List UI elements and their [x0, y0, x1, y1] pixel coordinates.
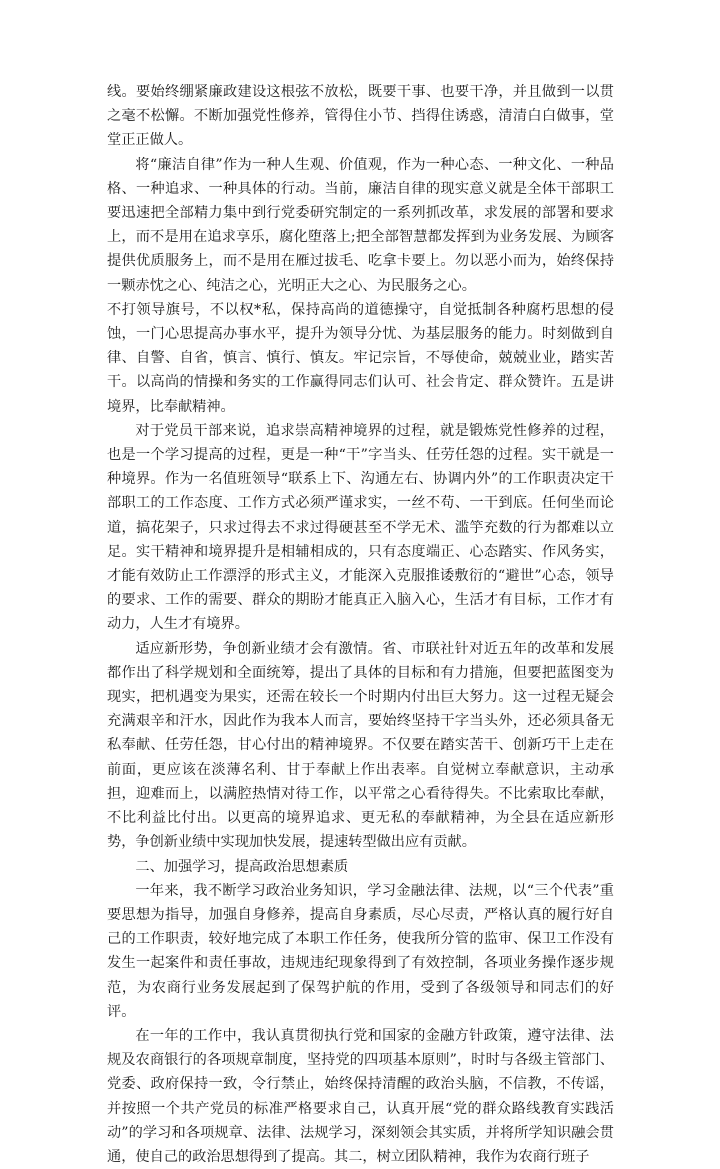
paragraph-new-situation: 适应新形势，争创新业绩才会有激情。省、市联社针对近五年的改革和发展都作出了科学规划和全面统筹，提出了具体的目标和有力措施，但要把蓝图变为现实，把机遇变为果实，还需在较长一个时期内付出巨大努力。这一过程无疑会充满艰辛和汗水，因此作为我本人而言，要始终坚持干字当头外，还必须具备无私奉献、任劳任怨，甘心付出的精神境界。不仅要在踏实苦干、创新巧干上走在前面，更应该在淡薄名利、甘于奉献上作出表率。自觉树立奉献意识，主动承担，迎难而上，以满腔热情对待工作，以平常之心看待得失。不比索取比奉献，不比利益比付出。以更高的境界追求、更无私的奉献精神，为全县在适应新形势，争创新业绩中实现加快发展，提速转型做出应有贡献。 [107, 640, 614, 851]
paragraph-self-discipline: 将“廉洁自律”作为一种人生观、价值观，作为一种心态、一种文化、一种品格、一种追求、一种具体的行动。当前，廉洁自律的现实意义就是全体干部职工要迅速把全部精力集中到行党委研究制定的一系列抓改革，求发展的部署和要求上，而不是用在追求享乐，腐化堕落上;把全部智慧都发挥到为业务发展、为顾客提供优质服务上，而不是用在雁过拔毛、吃拿卡要上。勿以恶小而为，始终保持一颗赤忱之心、纯洁之心，光明正大之心、为民服务之心。 [107, 156, 614, 294]
paragraph-study-year: 一年来，我不断学习政治业务知识，学习金融法律、法规，以“三个代表”重要思想为指导，加强自身修养，提高自身素质，尽心尽责，严格认真的履行好自己的工作职责，较好地完成了本职工作任务，使我所分管的监审、保卫工作没有发生一起案件和责任事故，违规违纪现象得到了有效控制，各项业务操作逐步规范，为农商行业务发展起到了保驾护航的作用，受到了各级领导和同志们的好评。 [107, 882, 614, 1020]
paragraph-integrity-intro: 线。要始终绷紧廉政建设这根弦不放松，既要干事、也要干净，并且做到一以贯之毫不松懈。不断加强党性修养，管得住小节、挡得住诱惑，清清白白做事，堂堂正正做人。 [107, 84, 614, 149]
section-heading-study: 二、加强学习，提高政治思想素质 [135, 858, 349, 875]
paragraph-spiritual-realm: 对于党员干部来说，追求崇高精神境界的过程，就是锻炼党性修养的过程，也是一个学习提高的过程，更是一种“干”字当头、任劳任怨的过程。实干就是一种境界。作为一名值班领导“联系上下、沟通左右、协调内外”的工作职责决定干部职工的工作态度、工作方式必须严谨求实，一丝不苟、一干到底。任何坐而论道，搞花架子，只求过得去不求过得硬甚至不学无术、滥竽充数的行为都难以立足。实干精神和境界提升是相辅相成的，只有态度端正、心态踏实、作风务实，才能有效防止工作漂浮的形式主义，才能深入克服推诿敷衍的“避世”心态，领导的要求、工作的需要、群众的期盼才能真正入脑入心，生活才有目标，工作才有动力，人生才有境界。 [107, 422, 614, 633]
paragraph-political-thought: 在一年的工作中，我认真贯彻执行党和国家的金融方针政策，遵守法律、法规及农商银行的各项规章制度，坚持党的四项基本原则”，时时与各级主管部门、党委、政府保持一致，令行禁止，始终保持清醒的政治头脑，不信教，不传谣，并按照一个共产党员的标准严格要求自己，认真开展“党的群众路线教育实践活动”的学习和各项规章、法律、法规学习，深刻领会其实质，并将所学知识融会贯通，使自己的政治思想得到了提高。其二，树立团队精神，我作为农商行班子 [107, 1027, 614, 1165]
document-page [107, 80, 614, 1169]
paragraph-moral-conduct: 不打领导旗号，不以权*私，保持高尚的道德操守，自觉抵制各种腐朽思想的侵蚀，一门心思提高办事水平，提升为领导分忧、为基层服务的能力。时刻做到自律、自警、自省，慎言、慎行、慎友。牢记宗旨，不辱使命，兢兢业业，踏实苦干。以高尚的情操和务实的工作赢得同志们认可、社会肯定、群众赞许。五是讲境界，比奉献精神。 [107, 301, 614, 415]
